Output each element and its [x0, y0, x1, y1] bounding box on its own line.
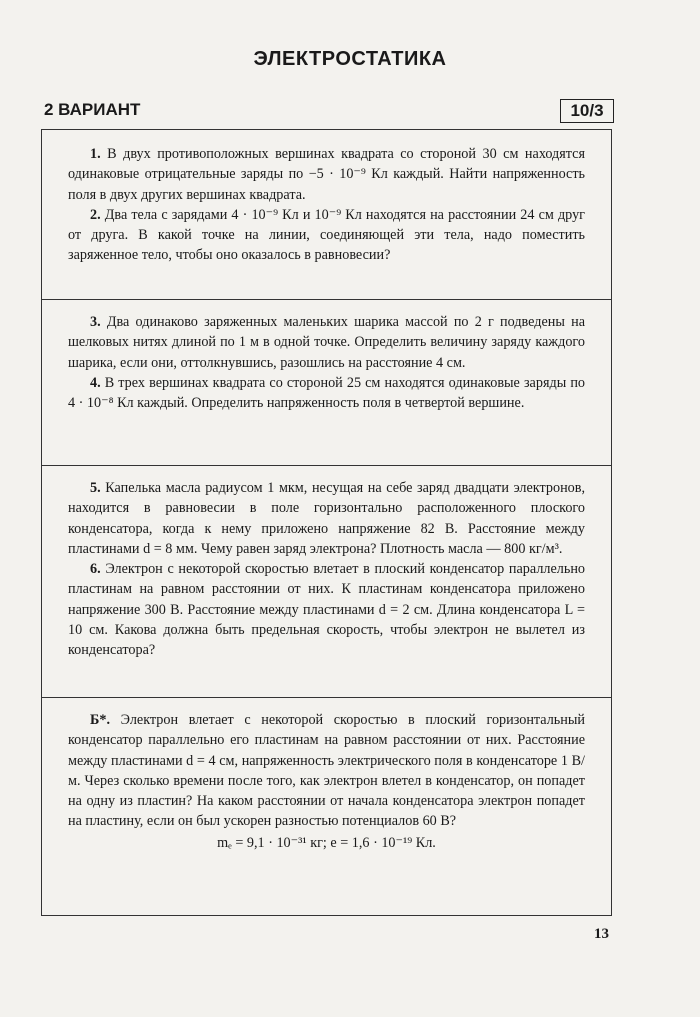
problem-4 [68, 373, 585, 414]
page-number: 13 [594, 926, 609, 942]
problem-3 [68, 312, 585, 373]
variant-code-box: 10/3 [560, 99, 614, 123]
problem-box-4 [41, 697, 612, 916]
problem-text: В трех вершинах квадрата со стороной 25 см находятся одинаковые заряды по 4 · 10⁻⁸ Кл каждый. Определить напряженность поля в четвертой вершине. [68, 374, 586, 412]
page-title: ЭЛЕКТРОСТАТИКА [253, 48, 447, 70]
problem-text: Капелька масла радиусом 1 мкм, несущая на себе заряд двадцати электронов, находится в равновесии в поле горизонтально расположенного плоского конденсатора, когда к нему приложено напряжение 82 В. Расстояние между пластинами d = 8 мм. Чему равен заряд электрона? Плотность масла — 800 кг/м³. [68, 480, 585, 557]
problem-number: Б*. [90, 712, 111, 728]
problem-text: Два тела с зарядами 4 · 10⁻⁹ Кл и 10⁻⁹ Кл находятся на расстоянии 24 см друг от друга. В какой точке на линии, соединяющей эти тела, надо поместить заряженное тело, чтобы оно оказалось в равновесии? [68, 206, 585, 264]
problem-box-2 [41, 299, 612, 466]
problem-number: 5. [90, 480, 101, 496]
problem-text: В двух противоположных вершинах квадрата со стороной 30 см находятся одинаковые отрицательные заряды по −5 · 10⁻⁹ Кл каждый. Найти напряженность поля в двух других вершинах квадрата. [68, 146, 585, 203]
problem-text: Электрон с некоторой скоростью влетает в плоский конденсатор параллельно пластинам на равном расстоянии от них. К пластинам конденсатора приложено напряжение 300 В. Расстояние между пластинами d = 2 см. Длина конденсатора L = 10 см. Какова должна быть предельная скорость, чтобы электрон не вылетел из конденсатора? [68, 561, 586, 659]
variant-label: 2 ВАРИАНТ [44, 100, 141, 119]
problem-box-3 [41, 465, 612, 698]
problem-number: 2. [90, 206, 101, 223]
physical-constants: mₑ = 9,1 · 10⁻³¹ кг; e = 1,6 · 10⁻¹⁹ Кл. [217, 834, 436, 851]
problem-text: Два одинаково заряженных маленьких шарика массой по 2 г подведены на шелковых нитях длиной по 1 м в одной точке. Определить величину заряду каждого шарика, если они, оттолкнувшись, разошлись на расстояние 4 см. [68, 314, 586, 371]
problem-5 [68, 478, 585, 559]
problem-2 [68, 205, 585, 266]
problem-box-1 [41, 129, 612, 300]
problem-number: 3. [90, 314, 101, 330]
problem-number: 1. [90, 146, 101, 162]
problem-number: 4. [90, 374, 101, 391]
problem-text: Электрон влетает с некоторой скоростью в плоский горизонтальный конденсатор параллельно его пластинам на равном расстоянии от них. Расстояние между пластинами d = 4 см, напряженность электрического поля в конденсаторе 1 В/м. Через сколько времени после того, как электрон влетел в конденсатор, он попадет на одну из пластин? На каком расстоянии от начала конденсатора электрон попадет на пластину, если он был ускорен разностью потенциалов 60 В? [68, 712, 585, 830]
problem-6 [68, 559, 585, 660]
problem-1 [68, 144, 585, 205]
problem-b-star [68, 710, 585, 832]
problem-number: 6. [90, 561, 101, 578]
